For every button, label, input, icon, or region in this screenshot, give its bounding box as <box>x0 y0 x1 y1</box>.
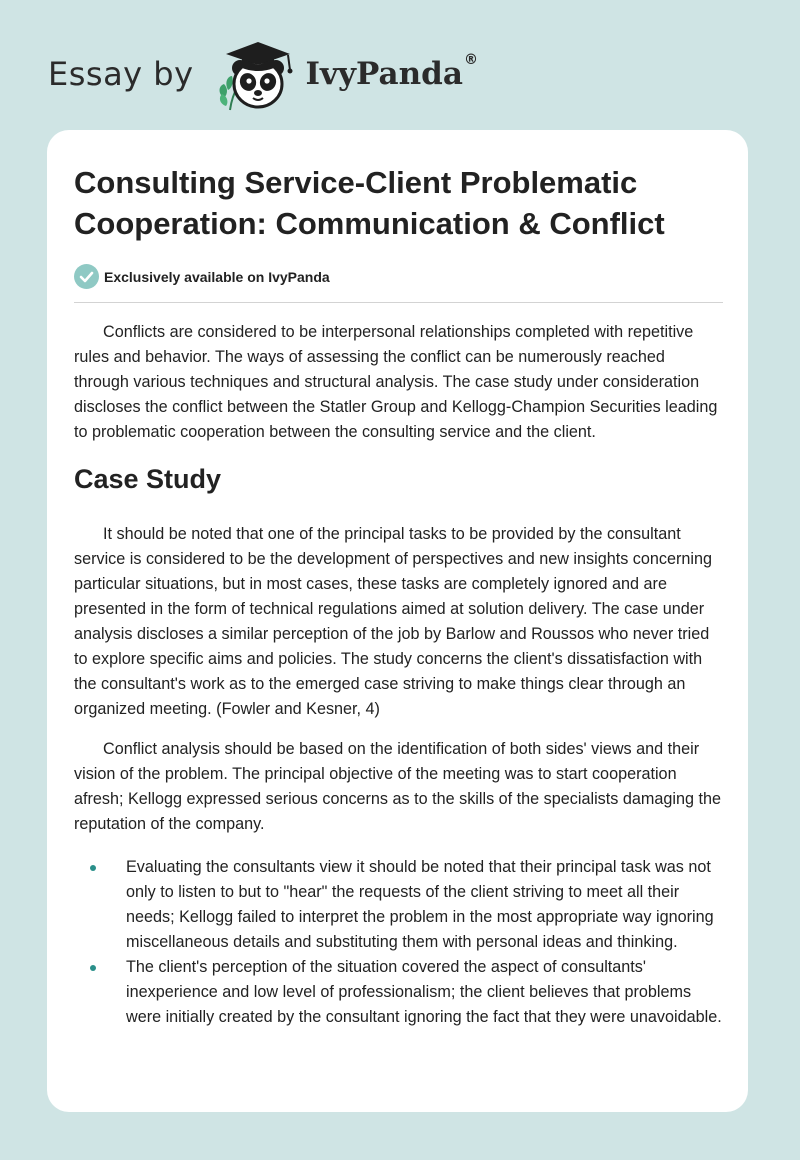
list-item-text: Evaluating the consultants view it should be noted that their principal task was not only to listen to but to "hear" the requests of the client striving to meet all their needs; Kellogg failed to interpret the problem in the most appropriate way ignoring miscellaneous details and substituting them with personal ideas and thinking. <box>126 858 714 951</box>
brand-header[interactable] <box>48 34 478 114</box>
registered-mark: ® <box>463 52 478 68</box>
bullet-list <box>74 855 724 1030</box>
intro-paragraph: Conflicts are considered to be interpersonal relationships completed with repetitive rules and behavior. The ways of assessing the conflict can be numerously reached through various techniques and structural analysis. The case study under consideration discloses the conflict between the Statler Group and Kellogg-Champion Securities leading to problematic cooperation between the consulting service and the client. <box>74 323 718 441</box>
essay-card <box>47 130 748 1112</box>
list-item <box>74 855 724 955</box>
body-paragraph: It should be noted that one of the principal tasks to be provided by the consultant service is considered to be the development of perspectives and new insights concerning particular situations, but in most cases, these tasks are completely ignored and are presented in the form of technical regulations aimed at solution delivery. The case under analysis discloses a similar perception of the job by Barlow and Roussos who never tried to explore specific aims and policies. The study concerns the client's dissatisfaction with the consultant's work as to the emerged case striving to make things clear through an organized meeting. (Fowler and Kesner, 4) <box>74 525 712 718</box>
body-paragraph: Conflict analysis should be based on the identification of both sides' views and their vision of the problem. The principal objective of the meeting was to start cooperation afresh; Kellogg expressed serious concerns as to the skills of the specialists damaging the reputation of the company. <box>74 740 721 833</box>
bullet-icon <box>90 865 96 871</box>
section-heading: Case Study <box>74 464 222 494</box>
divider <box>74 302 723 303</box>
brand-prefix: Essay by <box>48 55 194 93</box>
list-item <box>74 955 724 1030</box>
exclusive-badge <box>74 264 330 289</box>
page-title: Consulting Service-Client Problematic Cooperation: Communication & Conflict <box>74 165 665 241</box>
list-item-text: The client's perception of the situation covered the aspect of consultants' inexperience and low level of professionalism; the client believes that problems were initially created by the consultant ignoring the fact that they were unavoidable. <box>126 958 722 1026</box>
panda-graduate-icon <box>210 34 302 114</box>
bullet-icon <box>90 965 96 971</box>
brand-name: IvyPanda® <box>305 52 478 92</box>
exclusive-label: Exclusively available on IvyPanda <box>104 268 330 285</box>
check-circle-icon <box>74 264 99 289</box>
